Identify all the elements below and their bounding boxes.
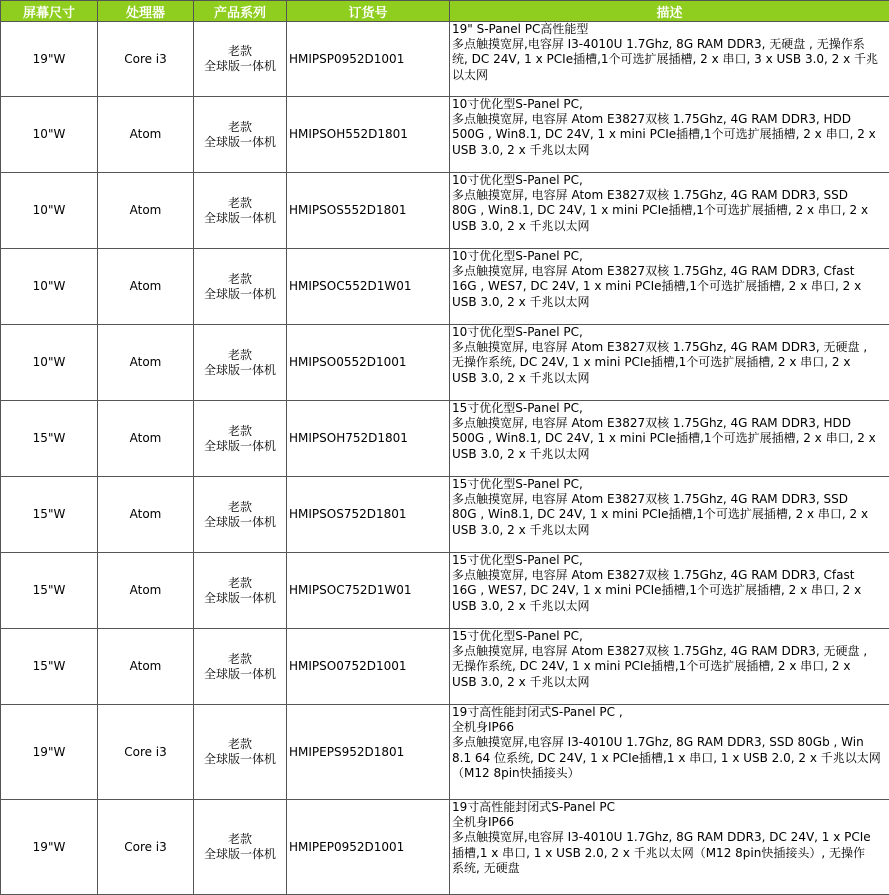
cell-processor: Atom (98, 401, 194, 477)
series-line-2: 全球版一体机 (194, 135, 286, 150)
cell-description: 15寸优化型S-Panel PC, 多点触摸宽屏, 电容屏 Atom E3827双核 1.75Ghz, 4G RAM DDR3, Cfast 16G , WES7, DC 24V, 1 x mini PCIe插槽,1个可选扩展插槽, 2 x 串口, 2 x USB 3.0, 2 x 千兆以太网 (450, 553, 889, 629)
header-processor: 处理器 (98, 1, 194, 22)
cell-product-series (194, 173, 287, 249)
series-line-2: 全球版一体机 (194, 363, 286, 378)
series-line-1: 老款 (194, 348, 286, 363)
cell-description: 19寸高性能封闭式S-Panel PC 全机身IP66 多点触摸宽屏,电容屏 I3-4010U 1.7Ghz, 8G RAM DDR3, DC 24V, 1 x PCIe 插槽,1 x 串口, 1 x USB 2.0, 2 x 千兆以太网（M12 8pin快插接头）, 无操作 系统, 无硬盘 (450, 800, 889, 895)
cell-screen-size: 10"W (1, 173, 98, 249)
table-row (1, 553, 889, 629)
header-row (1, 1, 889, 22)
cell-description: 19寸高性能封闭式S-Panel PC , 全机身IP66 多点触摸宽屏,电容屏 I3-4010U 1.7Ghz, 8G RAM DDR3, SSD 80Gb , Win 8.1 64 位系统, DC 24V, 1 x PCIe插槽,1 x 串口, 1 x USB 2.0, 2 x 千兆以太网 （M12 8pin快插接头） (450, 705, 889, 800)
series-line-1: 老款 (194, 737, 286, 752)
series-line-1: 老款 (194, 424, 286, 439)
cell-processor: Atom (98, 629, 194, 705)
cell-screen-size: 10"W (1, 249, 98, 325)
cell-screen-size: 15"W (1, 629, 98, 705)
cell-description: 10寸优化型S-Panel PC, 多点触摸宽屏, 电容屏 Atom E3827双核 1.75Ghz, 4G RAM DDR3, 无硬盘 , 无操作系统, DC 24V, 1 x mini PCIe插槽,1个可选扩展插槽, 2 x 串口, 2 x USB 3.0, 2 x 千兆以太网 (450, 325, 889, 401)
series-line-2: 全球版一体机 (194, 211, 286, 226)
table-row (1, 401, 889, 477)
series-line-1: 老款 (194, 120, 286, 135)
series-line-1: 老款 (194, 576, 286, 591)
cell-order-number: HMIPSOH752D1801 (287, 401, 450, 477)
cell-product-series (194, 553, 287, 629)
table-row (1, 22, 889, 97)
header-order-number: 订货号 (287, 1, 450, 22)
series-line-1: 老款 (194, 832, 286, 847)
cell-description: 10寸优化型S-Panel PC, 多点触摸宽屏, 电容屏 Atom E3827双核 1.75Ghz, 4G RAM DDR3, Cfast 16G , WES7, DC 24V, 1 x mini PCIe插槽,1个可选扩展插槽, 2 x 串口, 2 x USB 3.0, 2 x 千兆以太网 (450, 249, 889, 325)
series-line-1: 老款 (194, 272, 286, 287)
table-row (1, 800, 889, 895)
cell-processor: Atom (98, 325, 194, 401)
cell-order-number: HMIPSOH552D1801 (287, 97, 450, 173)
cell-processor: Core i3 (98, 705, 194, 800)
cell-screen-size: 10"W (1, 97, 98, 173)
cell-description: 15寸优化型S-Panel PC, 多点触摸宽屏, 电容屏 Atom E3827双核 1.75Ghz, 4G RAM DDR3, HDD 500G , Win8.1, DC 24V, 1 x mini PCIe插槽,1个可选扩展插槽, 2 x 串口, 2 x USB 3.0, 2 x 千兆以太网 (450, 401, 889, 477)
cell-product-series (194, 22, 287, 97)
cell-description: 10寸优化型S-Panel PC, 多点触摸宽屏, 电容屏 Atom E3827双核 1.75Ghz, 4G RAM DDR3, SSD 80G , Win8.1, DC 24V, 1 x mini PCIe插槽,1个可选扩展插槽, 2 x 串口, 2 x USB 3.0, 2 x 千兆以太网 (450, 173, 889, 249)
series-line-2: 全球版一体机 (194, 752, 286, 767)
cell-order-number: HMIPSP0952D1001 (287, 22, 450, 97)
cell-order-number: HMIPEP0952D1001 (287, 800, 450, 895)
cell-processor: Atom (98, 97, 194, 173)
cell-processor: Atom (98, 477, 194, 553)
series-line-1: 老款 (194, 44, 286, 59)
cell-processor: Atom (98, 249, 194, 325)
table-row (1, 173, 889, 249)
cell-product-series (194, 477, 287, 553)
cell-screen-size: 10"W (1, 325, 98, 401)
series-line-2: 全球版一体机 (194, 287, 286, 302)
cell-product-series (194, 705, 287, 800)
cell-order-number: HMIPSOS752D1801 (287, 477, 450, 553)
table-row (1, 325, 889, 401)
cell-order-number: HMIPSOC552D1W01 (287, 249, 450, 325)
table-row (1, 629, 889, 705)
series-line-2: 全球版一体机 (194, 439, 286, 454)
cell-description: 19" S-Panel PC高性能型 多点触摸宽屏,电容屏 I3-4010U 1.7Ghz, 8G RAM DDR3, 无硬盘 , 无操作系 统, DC 24V, 1 x PCIe插槽,1个可选扩展插槽, 2 x 串口, 3 x USB 3.0, 2 x 千兆 以太网 (450, 22, 889, 97)
series-line-2: 全球版一体机 (194, 515, 286, 530)
cell-order-number: HMIPSO0552D1001 (287, 325, 450, 401)
header-product-series: 产品系列 (194, 1, 287, 22)
cell-product-series (194, 97, 287, 173)
cell-product-series (194, 325, 287, 401)
cell-product-series (194, 629, 287, 705)
cell-order-number: HMIPSO0752D1001 (287, 629, 450, 705)
cell-processor: Atom (98, 553, 194, 629)
series-line-2: 全球版一体机 (194, 667, 286, 682)
cell-screen-size: 15"W (1, 477, 98, 553)
series-line-1: 老款 (194, 500, 286, 515)
header-screen-size: 屏幕尺寸 (1, 1, 98, 22)
cell-order-number: HMIPSOC752D1W01 (287, 553, 450, 629)
cell-product-series (194, 401, 287, 477)
cell-description: 15寸优化型S-Panel PC, 多点触摸宽屏, 电容屏 Atom E3827双核 1.75Ghz, 4G RAM DDR3, 无硬盘 , 无操作系统, DC 24V, 1 x mini PCIe插槽,1个可选扩展插槽, 2 x 串口, 2 x USB 3.0, 2 x 千兆以太网 (450, 629, 889, 705)
table-row (1, 249, 889, 325)
cell-description: 15寸优化型S-Panel PC, 多点触摸宽屏, 电容屏 Atom E3827双核 1.75Ghz, 4G RAM DDR3, SSD 80G , Win8.1, DC 24V, 1 x mini PCIe插槽,1个可选扩展插槽, 2 x 串口, 2 x USB 3.0, 2 x 千兆以太网 (450, 477, 889, 553)
cell-processor: Atom (98, 173, 194, 249)
table-row (1, 477, 889, 553)
cell-screen-size: 15"W (1, 401, 98, 477)
cell-screen-size: 19"W (1, 800, 98, 895)
cell-product-series (194, 800, 287, 895)
series-line-2: 全球版一体机 (194, 59, 286, 74)
series-line-1: 老款 (194, 196, 286, 211)
cell-order-number: HMIPEPS952D1801 (287, 705, 450, 800)
cell-screen-size: 19"W (1, 705, 98, 800)
cell-screen-size: 15"W (1, 553, 98, 629)
series-line-2: 全球版一体机 (194, 847, 286, 862)
cell-order-number: HMIPSOS552D1801 (287, 173, 450, 249)
cell-description: 10寸优化型S-Panel PC, 多点触摸宽屏, 电容屏 Atom E3827双核 1.75Ghz, 4G RAM DDR3, HDD 500G , Win8.1, DC 24V, 1 x mini PCIe插槽,1个可选扩展插槽, 2 x 串口, 2 x USB 3.0, 2 x 千兆以太网 (450, 97, 889, 173)
cell-processor: Core i3 (98, 800, 194, 895)
cell-screen-size: 19"W (1, 22, 98, 97)
table-row (1, 705, 889, 800)
series-line-1: 老款 (194, 652, 286, 667)
cell-product-series (194, 249, 287, 325)
series-line-2: 全球版一体机 (194, 591, 286, 606)
header-description: 描述 (450, 1, 889, 22)
cell-processor: Core i3 (98, 22, 194, 97)
table-row (1, 97, 889, 173)
